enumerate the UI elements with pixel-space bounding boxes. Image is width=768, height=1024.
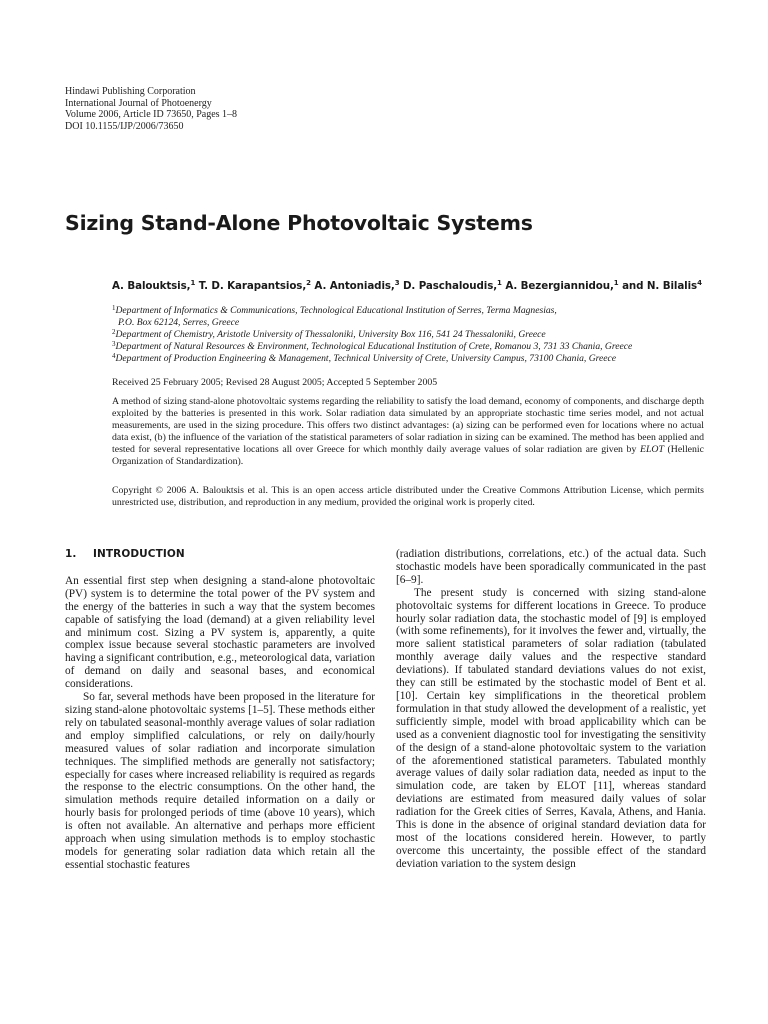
abstract-emphasis: ELOT xyxy=(639,444,664,456)
abstract: A method of sizing stand-alone photovoltaic systems regarding the reliability to satisfy the load demand, economy of components, and discharge depth exploited by the batteries is presented in this work. Solar radiation data simulated by an appropriate stochastic time series model, and not actual measurements, are used in the sizing procedure. This offers two distinct advantages: (a) sizing can be performed even for locations where no actual data exist, (b) the influence of the variation of the statistical parameters of solar radiation in sizing can be examined. The method has been applied and tested for several representative locations all over Greece for which monthly daily average values of solar radiation are given by ELOT (Hellenic Organization of Standardization). xyxy=(112,396,704,468)
body-paragraph: The present study is concerned with sizing stand-alone photovoltaic systems for different locations in Greece. To produce hourly solar radiation data, the stochastic model of [9] is employed (with some refinements), for it involves the fewer and, virtually, the more salient statistical parameters of solar radiation (tabulated monthly average daily values and the respective standard deviations). If tabulated standard deviations values do not exist, they can still be estimated by the stochastic model of Bent et al. [10]. Certain key simplifications in the theoretical problem formulation in that study allowed the development of a realistic, yet sufficiently simple, model with broad applicability which can be used as a convenient diagnostic tool for investigating the sensitivity of the design of a stand-alone photovoltaic system to the variation of the aforementioned statistical parameters. Tabulated monthly average values of daily solar radiation data, needed as input to the simulation code, are taken by ELOT [11], whereas standard deviations are estimated from measured daily values of solar radiation for the Greek cities of Serres, Kavala, Athens, and Hania. This is done in the absence of original standard deviation data for most of the locations considered herein. However, to partly overcome this uncertainty, the possible effect of the standard deviation variation to the system design xyxy=(396,586,706,870)
body-paragraph: (radiation distributions, correlations, etc.) of the actual data. Such stochastic models have been sporadically communicated in the past [6–9]. xyxy=(396,548,706,586)
section-title: INTRODUCTION xyxy=(93,548,185,560)
copyright-notice: Copyright © 2006 A. Balouktsis et al. This is an open access article distributed under the Creative Commons Attribution License, which permits unrestricted use, distribution, and reproduction in any medium, provided the original work is properly cited. xyxy=(112,485,704,509)
author-affiliation-mark: 3 xyxy=(394,279,400,287)
affiliation-text: Department of Informatics & Communications, Technological Educational Institution of Serres, Terma Magnesias, xyxy=(115,305,557,316)
affiliation-list xyxy=(112,305,712,365)
affiliation-item xyxy=(112,329,712,341)
publisher-line: Hindawi Publishing Corporation xyxy=(65,86,196,97)
affiliation-text: Department of Natural Resources & Environment, Technological Educational Institution of Crete, Romanou 3, 731 33 Chania, Greece xyxy=(115,341,633,352)
author-name: A. Antoniadis, xyxy=(310,280,395,292)
left-column xyxy=(65,548,375,872)
affiliation-text: Department of Production Engineering & Management, Technical University of Crete, University Campus, 73100 Chania, Greece xyxy=(115,353,617,364)
body-paragraph: An essential first step when designing a stand-alone photovoltaic (PV) system is to determine the total power of the PV system and the energy of the batteries in such a way that the system becomes capable of satisfying the load (demand) at a given reliability level and minimum cost. Sizing a PV system is, apparently, a quite complex issue because several stochastic parameters are involved having a significant contribution, e.g., meteorological data, variation of demand on daily and seasonal bases, and economical considerations. xyxy=(65,574,375,691)
author-list xyxy=(112,280,702,292)
affiliation-item xyxy=(112,341,712,353)
affiliation-item xyxy=(112,305,712,317)
received-dates: Received 25 February 2005; Revised 28 August 2005; Accepted 5 September 2005 xyxy=(112,377,438,388)
author-affiliation-mark: 1 xyxy=(497,279,502,287)
affiliation-mark: 2 xyxy=(112,328,116,336)
author-affiliation-mark: 1 xyxy=(613,279,619,287)
doi-line: DOI 10.1155/IJP/2006/73650 xyxy=(65,120,184,132)
paper-title: Sizing Stand-Alone Photovoltaic Systems xyxy=(65,211,533,235)
right-column xyxy=(396,548,706,871)
author-name: and N. Bilalis xyxy=(618,280,698,292)
affiliation-item xyxy=(112,353,712,365)
author-name: A. Balouktsis, xyxy=(112,280,191,292)
author-name: T. D. Karapantsios, xyxy=(195,280,307,292)
journal-header xyxy=(65,86,237,132)
volume-line: Volume 2006, Article ID 73650, Pages 1–8 xyxy=(65,109,238,120)
affiliation-continuation: P.O. Box 62124, Serres, Greece xyxy=(118,317,240,328)
author-name: A. Bezergiannidou, xyxy=(501,280,614,292)
author-affiliation-mark: 1 xyxy=(190,279,196,287)
section-heading xyxy=(65,548,375,561)
author-affiliation-mark: 2 xyxy=(306,279,311,287)
affiliation-text: Department of Chemistry, Aristotle University of Thessaloniki, University Box 116, 541 24 Thessaloniki, Greece xyxy=(115,329,546,340)
journal-name-line: International Journal of Photoenergy xyxy=(65,97,212,109)
author-name: D. Paschaloudis, xyxy=(399,280,498,292)
affiliation-mark: 4 xyxy=(112,352,116,360)
section-number: 1. xyxy=(65,548,77,560)
body-paragraph: So far, several methods have been proposed in the literature for sizing stand-alone photovoltaic systems [1–5]. These methods either rely on tabulated seasonal-monthly average values of solar radiation and employ simplified calculations, or rely on daily/hourly measured values of solar radiation and incorporate simulation techniques. The simplified methods are generally not satisfactory; especially for cases where increased reliability is required as regards the response to the electric consumptions. On the other hand, the simulation methods require detailed information on a daily or hourly basis for prolonged periods of time (above 10 years), which is often not available. An alternative and perhaps more efficient approach when using simulation methods is to employ stochastic models for generating solar radiation data which retain all the essential stochastic features xyxy=(65,691,375,871)
author-affiliation-mark: 4 xyxy=(697,279,702,287)
affiliation-mark: 3 xyxy=(112,340,116,348)
affiliation-mark: 1 xyxy=(112,304,116,312)
